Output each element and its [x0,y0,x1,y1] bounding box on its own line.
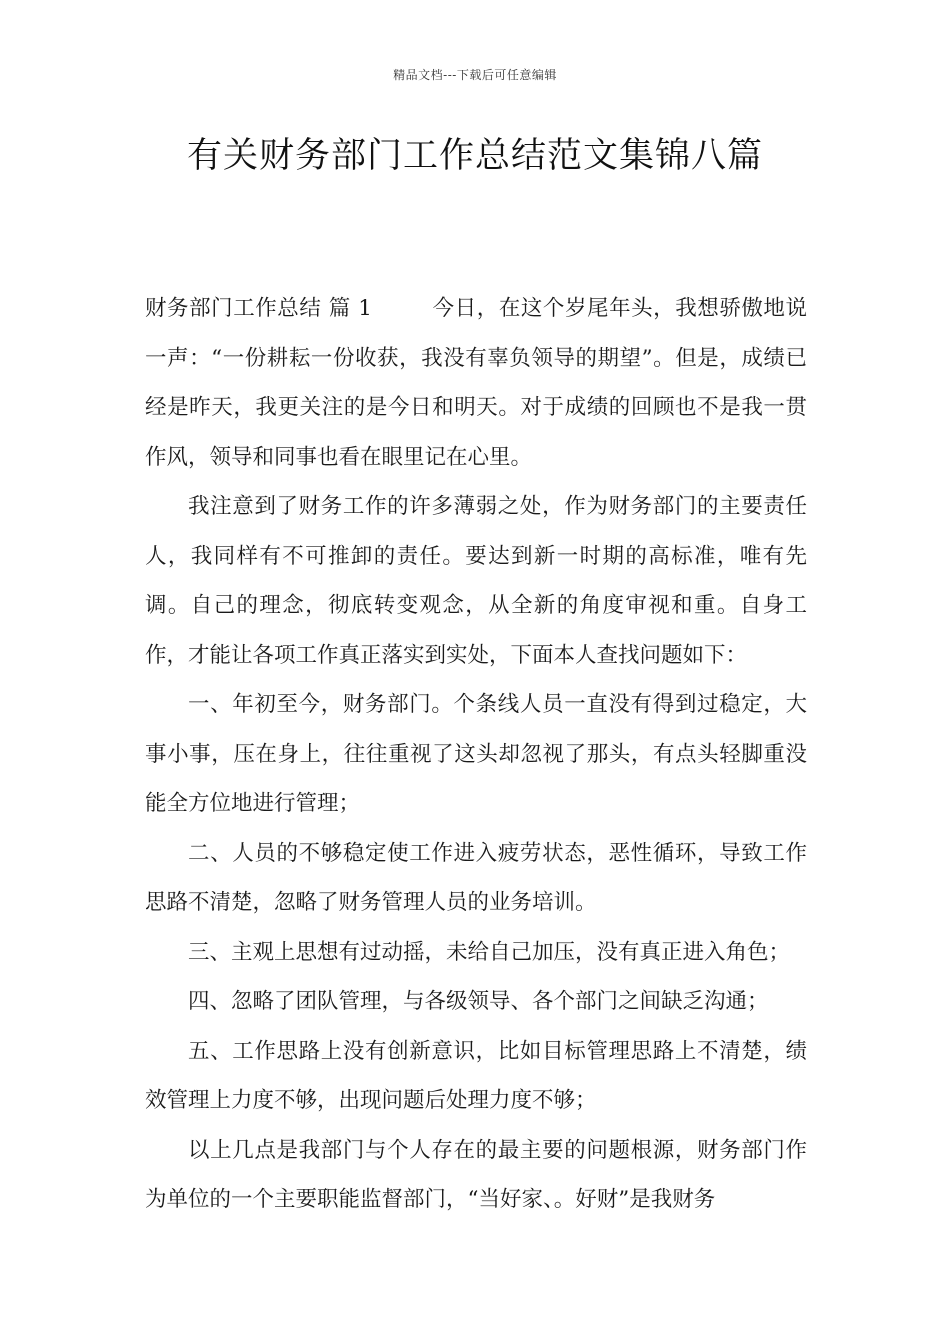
paragraph-1 [145,284,807,482]
paragraph-6: 四、忽略了团队管理，与各级领导、各个部门之间缺乏沟通； [188,989,769,1014]
paragraph-3: 一、年初至今，财务部门。个条线人员一直没有得到过稳定，大事小事，压在身上，往往重视了这头却忽视了那头，有点头轻脚重没能全方位地进行管理； [145,692,807,816]
paragraph-text: 今日，在这个岁尾年头，我想骄傲地说一声：“一份耕耘一份收获，我没有辜负领导的期望”。但是，成绩已经是昨天，我更关注的是今日和明天。对于成绩的回顾也不是我一贯作风，领导和同事也看在眼里记在心里。 [145,296,807,470]
header-note: 精品文档---下载后可任意编辑 [393,68,557,82]
section-heading: 财务部门工作总结 篇 1 [145,296,372,321]
paragraph-4: 二、人员的不够稳定使工作进入疲劳状态，恶性循环，导致工作思路不清楚，忽略了财务管理人员的业务培训。 [145,840,807,915]
document-body [145,284,807,1225]
paragraph-7: 五、工作思路上没有创新意识，比如目标管理思路上不清楚，绩效管理上力度不够，出现问题后处理力度不够； [145,1038,807,1113]
paragraph-2: 我注意到了财务工作的许多薄弱之处，作为财务部门的主要责任人，我同样有不可推卸的责任。要达到新一时期的高标准，唯有先调。自己的理念，彻底转变观念，从全新的角度审视和重。自身工作，才能让各项工作真正落实到实处，下面本人查找问题如下： [145,494,807,668]
paragraph-5: 三、主观上思想有过动摇，未给自己加压，没有真正进入角色； [188,939,791,965]
paragraph-8: 以上几点是我部门与个人存在的最主要的问题根源，财务部门作为单位的一个主要职能监督部门，“当好家、。好财”是我财务 [145,1137,807,1212]
document-title: 有关财务部门工作总结范文集锦八篇 [186,136,763,176]
